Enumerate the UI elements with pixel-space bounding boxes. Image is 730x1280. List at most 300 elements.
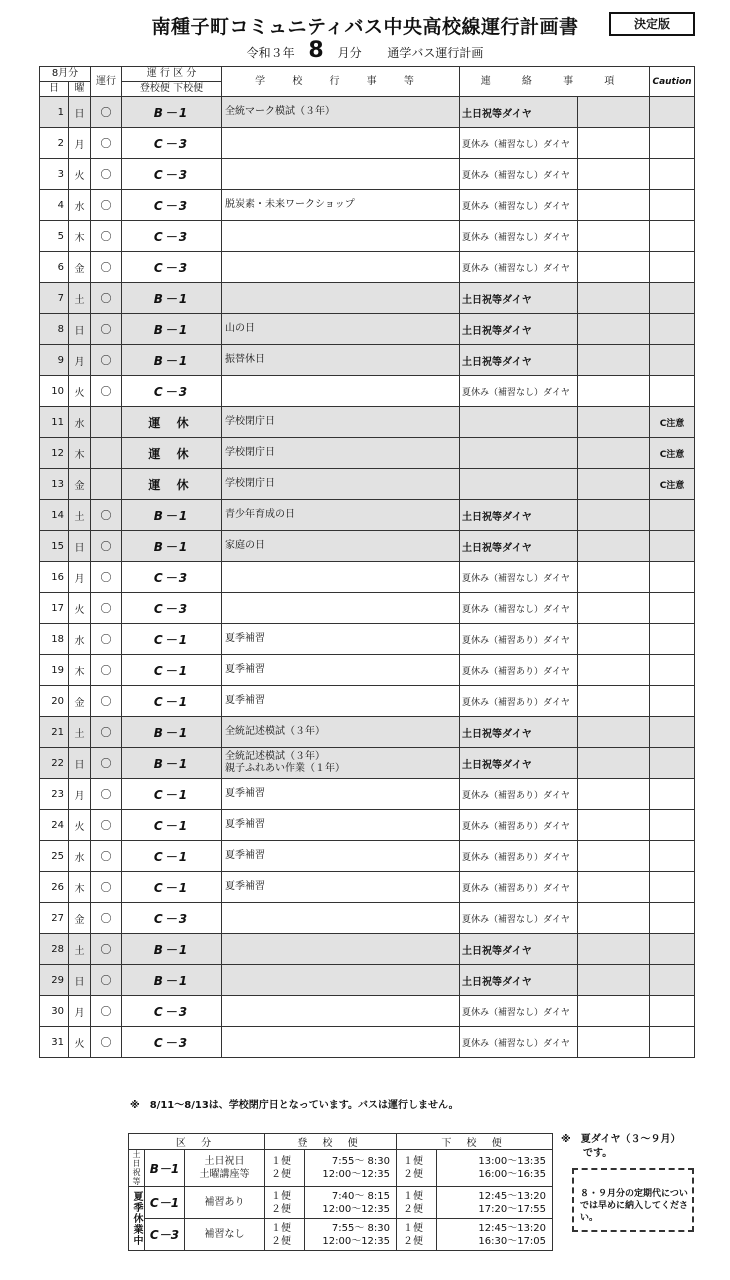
event-cell [222,314,460,345]
event-cell [222,97,460,128]
notes-cell: 夏休み（補習なし）ダイヤ [460,903,578,934]
day-cell: 28 [40,934,69,965]
weekday-cell: 月 [69,996,91,1027]
day-cell: 8 [40,314,69,345]
caution-cell: C注意 [650,407,695,438]
weekday-cell: 土 [69,717,91,748]
route-code: C－3 [122,996,222,1027]
notes-extra-cell [578,965,650,996]
notes-cell: 土日祝等ダイヤ [460,965,578,996]
schedule-rows [40,97,695,1058]
event-line: 全統マーク模試（３年） [225,106,335,117]
day-cell: 29 [40,965,69,996]
weekday-cell: 木 [69,655,91,686]
notes-cell: 土日祝等ダイヤ [460,934,578,965]
suspended-label: 運 休 [122,407,222,438]
caution-cell [650,221,695,252]
service-mark [91,469,122,500]
day-cell: 25 [40,841,69,872]
service-mark: 〇 [91,965,122,996]
caution-cell [650,97,695,128]
notes-extra-cell [578,717,650,748]
service-mark: 〇 [91,252,122,283]
notes-cell: 土日祝等ダイヤ [460,748,578,779]
notes-cell: 夏休み（補習なし）ダイヤ [460,1027,578,1058]
schedule-row [40,810,695,841]
service-mark [91,407,122,438]
event-cell [222,872,460,903]
notes-extra-cell [578,903,650,934]
service-mark: 〇 [91,97,122,128]
caution-cell [650,562,695,593]
event-cell [222,1027,460,1058]
event-cell [222,159,460,190]
day-cell: 15 [40,531,69,562]
notes-cell: 夏休み（補習あり）ダイヤ [460,624,578,655]
legend-header-category: 区 分 [129,1134,265,1150]
notes-extra-cell [578,469,650,500]
schedule-row [40,128,695,159]
schedule-row [40,872,695,903]
caution-cell [650,190,695,221]
legend-bin: ２便 [403,1235,424,1247]
weekday-cell: 月 [69,562,91,593]
day-cell: 23 [40,779,69,810]
route-code: C－1 [122,779,222,810]
schedule-row [40,748,695,779]
service-mark: 〇 [91,779,122,810]
route-code: C－3 [122,376,222,407]
legend-desc [185,1150,265,1187]
route-code: C－1 [122,872,222,903]
caution-cell [650,717,695,748]
notes-extra-cell [578,748,650,779]
schedule-row [40,469,695,500]
route-code: B－1 [122,934,222,965]
route-code: C－3 [122,159,222,190]
day-cell: 18 [40,624,69,655]
event-line: 学校閉庁日 [225,478,275,489]
event-cell [222,283,460,314]
service-mark: 〇 [91,810,122,841]
route-code: C－3 [122,221,222,252]
legend-group-summer: 夏季休業中 [129,1187,145,1251]
event-cell [222,779,460,810]
day-cell: 9 [40,345,69,376]
notes-cell: 夏休み（補習あり）ダイヤ [460,655,578,686]
caution-cell [650,593,695,624]
service-mark: 〇 [91,748,122,779]
notes-cell: 土日祝等ダイヤ [460,283,578,314]
caution-cell: C注意 [650,438,695,469]
event-cell [222,469,460,500]
weekday-cell: 月 [69,345,91,376]
notes-cell: 夏休み（補習なし）ダイヤ [460,159,578,190]
weekday-cell: 日 [69,314,91,345]
route-code: B－1 [122,748,222,779]
event-cell [222,531,460,562]
day-cell: 13 [40,469,69,500]
schedule-row [40,655,695,686]
notes-extra-cell [578,779,650,810]
schedule-row [40,624,695,655]
notes-cell [460,407,578,438]
legend-desc-line: 土曜講座等 [199,1169,250,1180]
notes-cell: 夏休み（補習なし）ダイヤ [460,996,578,1027]
legend-bin: １便 [403,1190,424,1202]
caution-cell [650,283,695,314]
caution-cell [650,934,695,965]
legend-up-times [305,1187,397,1219]
route-code: C－1 [122,686,222,717]
schedule-row [40,221,695,252]
notes-extra-cell [578,872,650,903]
route-code: C－3 [122,1027,222,1058]
route-code: C－1 [122,624,222,655]
schedule-row [40,500,695,531]
day-cell: 19 [40,655,69,686]
notes-cell: 土日祝等ダイヤ [460,345,578,376]
event-line: 夏季補習 [225,819,265,830]
schedule-row [40,97,695,128]
notes-cell [460,438,578,469]
event-line: 学校閉庁日 [225,447,275,458]
suspended-label: 運 休 [122,469,222,500]
legend-desc: 補習あり [185,1187,265,1219]
schedule-row [40,686,695,717]
suspended-label: 運 休 [122,438,222,469]
caution-cell [650,655,695,686]
day-cell: 14 [40,500,69,531]
day-cell: 31 [40,1027,69,1058]
service-mark: 〇 [91,624,122,655]
notes-extra-cell [578,159,650,190]
weekday-cell: 日 [69,965,91,996]
notes-cell: 夏休み（補習なし）ダイヤ [460,376,578,407]
legend-row [129,1150,553,1187]
caution-cell [650,314,695,345]
service-mark: 〇 [91,314,122,345]
caution-cell [650,500,695,531]
caution-cell [650,376,695,407]
notes-extra-cell [578,593,650,624]
summer-diagram-note-line: ※ 夏ダイヤ（３～９月） [561,1134,681,1145]
event-cell [222,655,460,686]
legend-bin: ２便 [271,1235,291,1247]
route-code: B－1 [122,531,222,562]
schedule-row [40,283,695,314]
weekday-cell: 火 [69,159,91,190]
weekday-cell: 土 [69,283,91,314]
caution-cell [650,128,695,159]
caution-cell [650,686,695,717]
service-mark: 〇 [91,686,122,717]
event-line: 夏季補習 [225,664,265,675]
caution-cell [650,841,695,872]
event-line: 全統記述模試（３年） [225,726,325,737]
notes-extra-cell [578,500,650,531]
notes-cell: 夏休み（補習なし）ダイヤ [460,562,578,593]
route-code: C－1 [122,810,222,841]
legend-down-bins [397,1219,437,1251]
weekday-cell: 水 [69,190,91,221]
event-cell [222,221,460,252]
legend-header-up: 登 校 便 [265,1134,397,1150]
service-mark: 〇 [91,345,122,376]
schedule-row [40,562,695,593]
pass-fee-notice: ８・９月分の定期代についでは早めに納入してください。 [572,1168,694,1232]
route-code: B－1 [122,500,222,531]
route-code: B－1 [122,965,222,996]
event-cell [222,562,460,593]
day-cell: 2 [40,128,69,159]
service-mark: 〇 [91,655,122,686]
legend-bin: １便 [403,1156,424,1167]
service-mark: 〇 [91,128,122,159]
event-line: 学校閉庁日 [225,416,275,427]
day-cell: 7 [40,283,69,314]
route-code: C－3 [122,190,222,221]
legend-desc: 補習なし [185,1219,265,1251]
service-mark [91,438,122,469]
notes-extra-cell [578,686,650,717]
event-line: 振替休日 [225,354,265,365]
legend-down-bins [397,1150,437,1187]
caution-cell [650,159,695,190]
legend-down-times [437,1187,553,1219]
weekday-cell: 土 [69,934,91,965]
header-notes: 連 絡 事 項 [460,67,650,97]
legend-bin: １便 [271,1156,291,1167]
weekday-cell: 火 [69,376,91,407]
event-cell [222,376,460,407]
subtitle-month-suffix: 月分 [337,46,362,60]
header-day: 日 [40,82,69,97]
event-line: 夏季補習 [225,695,265,706]
schedule-table [39,66,695,1058]
legend-down-bins [397,1187,437,1219]
caution-cell [650,345,695,376]
weekday-cell: 月 [69,779,91,810]
event-cell [222,128,460,159]
summer-diagram-note-line: です。 [583,1148,613,1159]
legend-up-bins [265,1187,305,1219]
weekday-cell: 火 [69,593,91,624]
day-cell: 30 [40,996,69,1027]
weekday-cell: 日 [69,748,91,779]
notes-extra-cell [578,810,650,841]
legend-bin: ２便 [271,1169,291,1180]
schedule-row [40,407,695,438]
weekday-cell: 金 [69,469,91,500]
weekday-cell: 金 [69,686,91,717]
notes-extra-cell [578,128,650,159]
event-cell [222,965,460,996]
weekday-cell: 月 [69,128,91,159]
notes-extra-cell [578,407,650,438]
notes-cell: 夏休み（補習あり）ダイヤ [460,841,578,872]
legend-up-bins [265,1219,305,1251]
notes-extra-cell [578,996,650,1027]
caution-cell [650,779,695,810]
notes-cell [460,469,578,500]
event-cell [222,841,460,872]
notes-cell: 夏休み（補習なし）ダイヤ [460,190,578,221]
legend-bin: １便 [271,1190,291,1202]
event-line: 家庭の日 [225,540,265,551]
event-cell [222,934,460,965]
event-cell [222,903,460,934]
day-cell: 3 [40,159,69,190]
event-cell [222,748,460,779]
day-cell: 11 [40,407,69,438]
notes-cell: 土日祝等ダイヤ [460,531,578,562]
event-line: 青少年育成の日 [225,509,295,520]
day-cell: 17 [40,593,69,624]
day-cell: 24 [40,810,69,841]
legend-time: 7:40～ 8:15 [331,1190,391,1202]
caution-cell [650,996,695,1027]
day-cell: 20 [40,686,69,717]
caution-cell [650,1027,695,1058]
schedule-row [40,934,695,965]
weekday-cell: 日 [69,531,91,562]
day-cell: 4 [40,190,69,221]
service-mark: 〇 [91,531,122,562]
legend-bin: １便 [403,1222,424,1234]
subtitle-plan: 通学バス運行計画 [387,46,484,60]
event-cell [222,252,460,283]
legend-header-down: 下 校 便 [397,1134,553,1150]
event-cell [222,593,460,624]
notes-extra-cell [578,562,650,593]
legend-time: 12:00～12:35 [322,1169,391,1180]
event-cell [222,500,460,531]
event-line: 夏季補習 [225,633,265,644]
service-mark: 〇 [91,717,122,748]
caution-cell [650,810,695,841]
header-up-down [122,82,222,97]
day-cell: 10 [40,376,69,407]
legend-time: 12:00～12:35 [322,1203,391,1215]
schedule-row [40,159,695,190]
header-up: 登校便 [139,83,170,94]
weekday-cell: 水 [69,624,91,655]
weekday-cell: 木 [69,872,91,903]
header-category: 運 行 区 分 [122,67,222,82]
schedule-row [40,1027,695,1058]
schedule-row [40,996,695,1027]
notes-cell: 土日祝等ダイヤ [460,314,578,345]
route-code: C－3 [122,593,222,624]
legend-table [128,1133,553,1251]
event-line: 脱炭素・未来ワークショップ [225,199,355,210]
notes-extra-cell [578,314,650,345]
legend-code: C－1 [145,1187,185,1219]
legend-time: 13:00～13:35 [478,1156,547,1167]
schedule-row [40,531,695,562]
route-code: B－1 [122,717,222,748]
route-code: B－1 [122,97,222,128]
service-mark: 〇 [91,500,122,531]
weekday-cell: 金 [69,252,91,283]
header-caution: Caution [650,67,695,97]
schedule-row [40,717,695,748]
legend-bin: ２便 [271,1203,291,1215]
notes-cell: 夏休み（補習なし）ダイヤ [460,128,578,159]
notes-cell: 夏休み（補習あり）ダイヤ [460,686,578,717]
legend-bin: ２便 [403,1203,424,1215]
day-cell: 16 [40,562,69,593]
weekday-cell: 土 [69,500,91,531]
legend-time: 7:55～ 8:30 [331,1156,391,1167]
weekday-cell: 木 [69,438,91,469]
caution-cell: C注意 [650,469,695,500]
notes-extra-cell [578,531,650,562]
route-code: B－1 [122,283,222,314]
legend-down-times [437,1219,553,1251]
event-cell [222,407,460,438]
notes-cell: 土日祝等ダイヤ [460,500,578,531]
event-cell [222,190,460,221]
event-line: 親子ふれあい作業（１年） [225,763,345,774]
legend-time: 17:20～17:55 [478,1203,547,1215]
caution-cell [650,748,695,779]
schedule-row [40,252,695,283]
legend-bin: １便 [271,1222,291,1234]
caution-cell [650,872,695,903]
weekday-cell: 火 [69,810,91,841]
legend-row [129,1219,553,1251]
event-line: 夏季補習 [225,788,265,799]
service-mark: 〇 [91,221,122,252]
route-code: C－1 [122,655,222,686]
schedule-row [40,965,695,996]
notes-cell: 夏休み（補習あり）ダイヤ [460,779,578,810]
event-cell [222,810,460,841]
header-service: 運行 [91,67,122,97]
notes-cell: 夏休み（補習なし）ダイヤ [460,221,578,252]
event-cell [222,686,460,717]
event-cell [222,345,460,376]
day-cell: 22 [40,748,69,779]
service-mark: 〇 [91,872,122,903]
schedule-row [40,345,695,376]
event-line: 夏季補習 [225,850,265,861]
caution-cell [650,965,695,996]
notes-cell: 土日祝等ダイヤ [460,717,578,748]
day-cell: 1 [40,97,69,128]
notes-extra-cell [578,934,650,965]
caution-cell [650,531,695,562]
schedule-row [40,376,695,407]
legend-desc-line: 土日祝日 [204,1156,245,1167]
day-cell: 21 [40,717,69,748]
service-mark: 〇 [91,376,122,407]
service-mark: 〇 [91,593,122,624]
legend-bin: ２便 [403,1169,424,1180]
legend-code: B－1 [145,1150,185,1187]
notes-extra-cell [578,655,650,686]
notes-extra-cell [578,624,650,655]
weekday-cell: 水 [69,407,91,438]
header-weekday: 曜 [69,82,91,97]
notes-extra-cell [578,221,650,252]
event-line: 夏季補習 [225,881,265,892]
day-cell: 26 [40,872,69,903]
schedule-row [40,190,695,221]
header-month: 8月分 [40,67,91,82]
